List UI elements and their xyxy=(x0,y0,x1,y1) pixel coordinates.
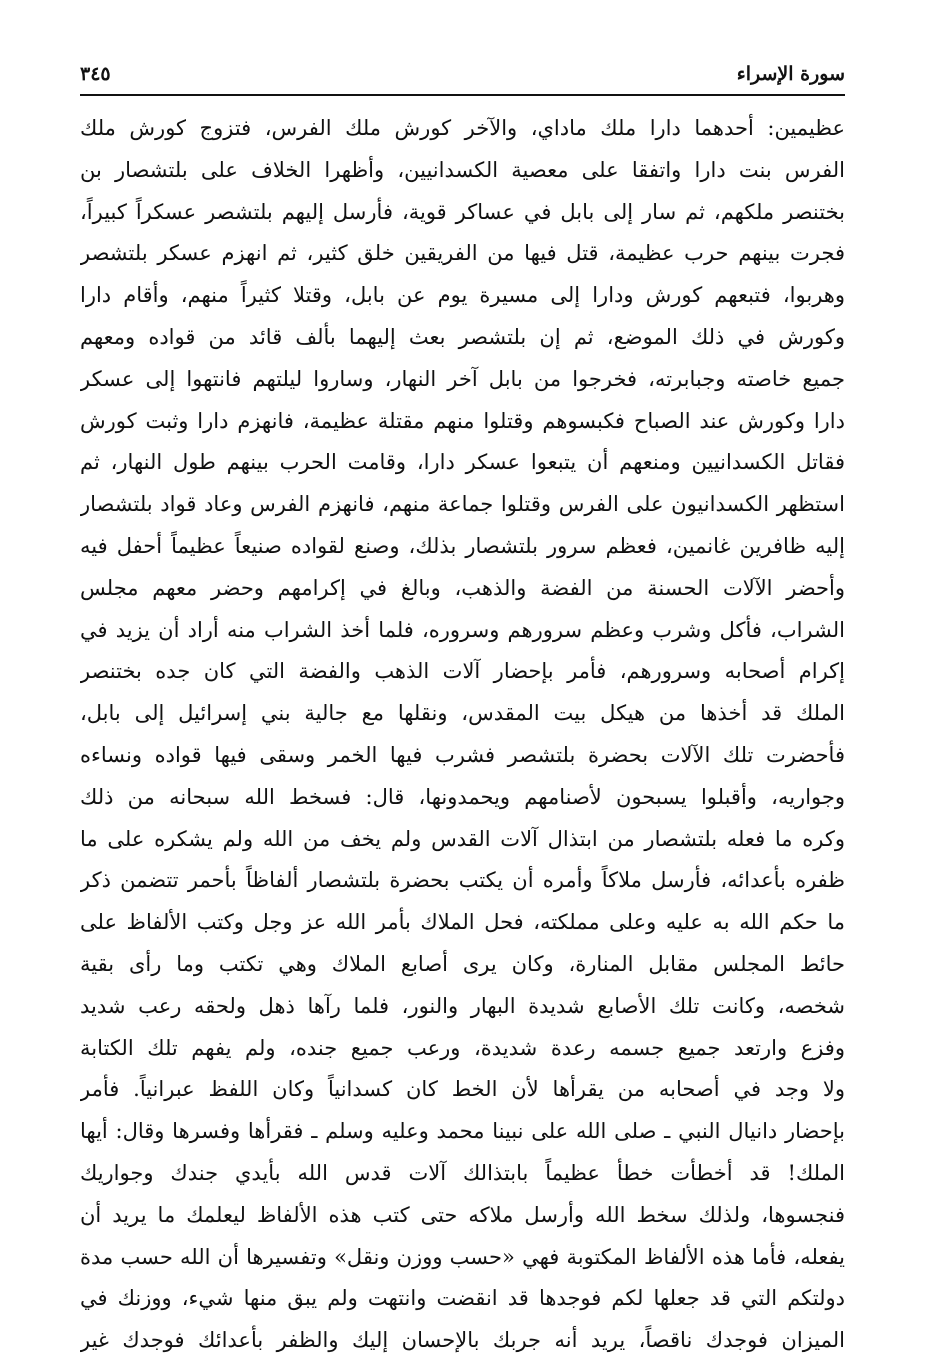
header-rule xyxy=(80,94,845,96)
text-line: الملك قد أخذها من هيكل بيت المقدس، ونقلها مع جالية بني إسرائيل إلى بابل، xyxy=(80,701,845,726)
text-line: الميزان فوجدك ناقصاً، يريد أنه جربك بالإحسان إليك والظفر بأعدائك فوجدك غير xyxy=(80,1328,845,1353)
text-line: دارا وكورش عند الصباح فكبسوهم وقتلوا منهم مقتلة عظيمة، فانهزم دارا وثبت كورش xyxy=(80,408,845,433)
text-line: فقاتل الكسدانيين ومنعهم أن يتبعوا عسكر دارا، وقامت الحرب بينهم طول النهار، ثم xyxy=(80,450,845,475)
text-line: وهربوا، فتبعهم كورش ودارا إلى مسيرة يوم عن بابل، وقتلا كثيراً منهم، وأقام دارا xyxy=(80,283,845,308)
text-line: الفرس بنت دارا واتفقا على معصية الكسدانيين، وأظهرا الخلاف على بلتشصار بن xyxy=(80,157,845,182)
text-line: شخصه، وكانت تلك الأصابع شديدة البهار والنور، فلما رآها ذهل ولحقه رعب شديد xyxy=(80,993,845,1018)
text-line: فأحضرت تلك الآلات بحضرة بلتشصر فشرب فيها الخمر وسقى فيها قواده ونساءه xyxy=(80,742,845,767)
body-text xyxy=(80,108,845,1362)
text-line: وكورش في ذلك الموضع، ثم إن بلتشصر بعث إليهما بألف قائد من قواده ومعهم xyxy=(80,324,845,349)
text-line: وفزع وارتعد جميع جسمه رعدة شديدة، ورعب جميع جنده، ولم يفهم تلك الكتابة xyxy=(80,1035,845,1060)
text-line: الملك! قد أخطأت خطأ عظيماً بابتذالك آلات قدس الله بأيدي جندك وجواريك xyxy=(80,1160,845,1185)
text-line: وأحضر الآلات الحسنة من الفضة والذهب، وبالغ في إكرامهم وحضر معهم مجلس xyxy=(80,575,845,600)
text-line: يفعله، فأما هذه الألفاظ المكتوبة فهي «حسب ووزن ونقل» وتفسيرها أن الله حسب مدة xyxy=(80,1244,845,1269)
text-line: استظهر الكسدانيون على الفرس وقتلوا جماعة منهم، فانهزم الفرس وعاد قواد بلتشصار xyxy=(80,492,845,517)
text-line: جميع خاصته وجبابرته، فخرجوا من بابل آخر النهار، وساروا ليلتهم فانتهوا إلى عسكر xyxy=(80,366,845,391)
text-line: وكره ما فعله بلتشصار من ابتذال آلات القدس ولم يخف من الله ولم يشكره على ما xyxy=(80,826,845,851)
text-line: وجواريه، وأقبلوا يسبحون لأصنامهم ويحمدونها، قال: فسخط الله سبحانه من ذلك xyxy=(80,784,845,809)
text-line: ما حكم الله به عليه وعلى مملكته، فحل الملاك بأمر الله عز وجل وكتب الألفاظ على xyxy=(80,910,845,935)
surah-title: سورة الإسراء xyxy=(736,63,845,85)
text-line: الشراب، فأكل وشرب وعظم سرورهم وسروره، فلما أخذ الشراب منه أراد أن يزيد في xyxy=(80,617,845,642)
text-line: ظفره بأعدائه، فأرسل ملاكاً وأمره أن يكتب بحضرة بلتشصار ألفاظاً بأحمر تتضمن ذكر xyxy=(80,868,845,893)
text-line: ولا وجد في أصحابه من يقرأها لأن الخط كان كسدانياً وكان اللفظ عبرانياً. فأمر xyxy=(80,1077,845,1102)
text-line: عظيمين: أحدهما دارا ملك ماداي، والآخر كورش ملك الفرس، فتزوج كورش ملك xyxy=(80,116,845,140)
text-line: فنجسوها، ولذلك سخط الله وأرسل ملاكه حتى كتب هذه الألفاظ ليعلمك ما يريد أن xyxy=(80,1202,845,1227)
text-line: حائط المجلس مقابل المنارة، وكان يرى أصابع الملاك وهي تكتب وما رأى بقية xyxy=(80,951,845,976)
page-number: ٣٤٥ xyxy=(80,63,111,85)
text-line: بإحضار دانيال النبي ـ صلى الله على نبينا محمد وعليه وسلم ـ فقرأها وفسرها وقال: أيها xyxy=(80,1119,845,1144)
text-line: دولتكم التي قد جعلها لكم فوجدها قد انقضت وانتهت ولم يبق منها شيء، ووزنك في xyxy=(80,1286,845,1311)
text-line: إليه ظافرين غانمين، فعظم سرور بلتشصار بذلك، وصنع لقواده صنيعاً عظيماً أحفل فيه xyxy=(80,533,845,558)
running-header xyxy=(80,56,845,92)
text-line: إكرام أصحابه وسرورهم، فأمر بإحضار آلات الذهب والفضة التي كان جده بختنصر xyxy=(80,659,845,684)
text-line: بختنصر ملكهم، ثم سار إلى بابل في عساكر قوية، فأرسل إليهم بلتشصر عسكراً كبيراً، xyxy=(80,199,845,224)
text-line: فجرت بينهم حرب عظيمة، قتل فيها من الفريقين خلق كثير، ثم انهزم عسكر بلتشصر xyxy=(80,241,845,266)
